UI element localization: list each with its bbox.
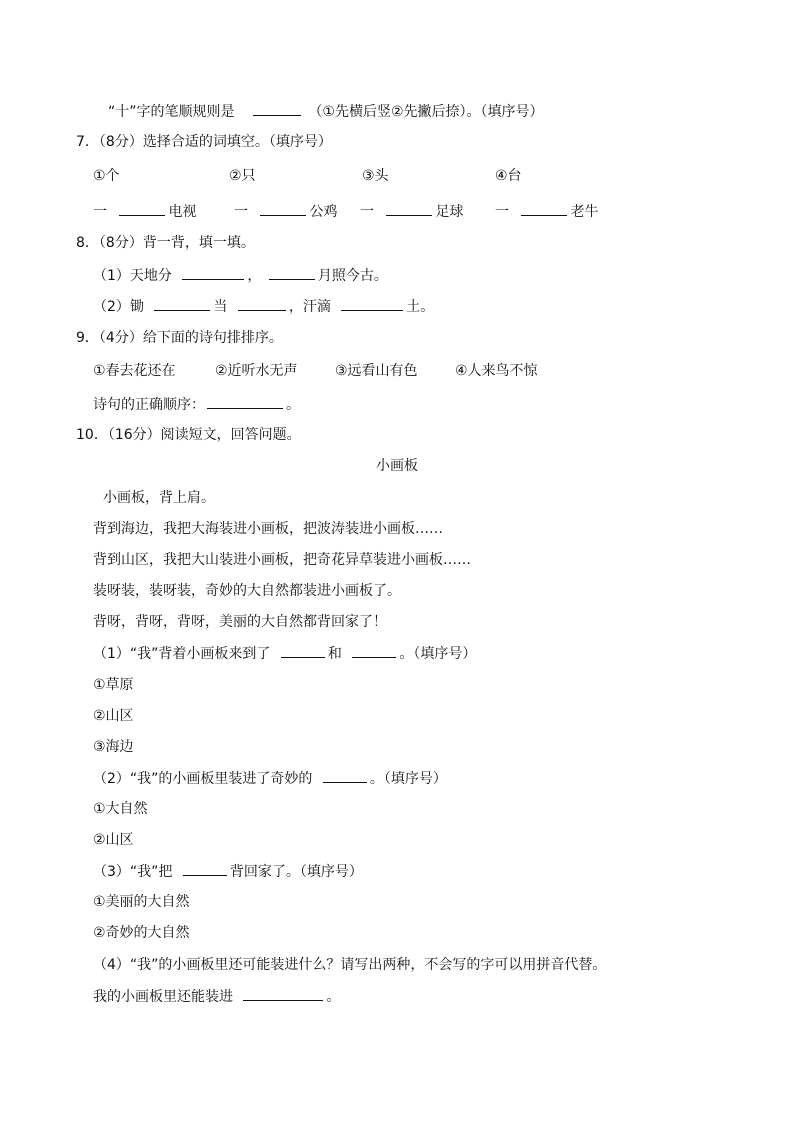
q10-heading: 10．（16分）阅读短文，回答问题。: [76, 427, 301, 443]
q8-l2-c: ，汗滴: [288, 299, 331, 315]
q9-answer-prefix: 诗句的正确顺序：: [93, 397, 205, 413]
q8-l1-blank-2[interactable]: [269, 265, 315, 280]
q10-sub1-blank-1[interactable]: [281, 643, 325, 658]
q9-answer-blank[interactable]: [207, 394, 283, 409]
q10-sub4-answer-prefix: 我的小画板里还能装进: [93, 989, 233, 1005]
q9-option-4: ④人来鸟不惊: [455, 363, 538, 379]
q10-sub3-b: 背回家了。（填序号）: [229, 864, 363, 880]
q8-line-2: [93, 296, 434, 317]
q10-sub1: [93, 643, 476, 664]
q8-l1-blank-1[interactable]: [182, 265, 244, 280]
q10-sub2-option-1: ①大自然: [93, 801, 148, 817]
q10-sub2-option-2: ②山区: [93, 832, 134, 848]
q9-answer-line: [93, 394, 300, 415]
q7-heading: 7．（8分）选择合适的词填空。（填序号）: [76, 134, 332, 150]
q8-l2-blank-3[interactable]: [341, 296, 403, 311]
passage-title: 小画板: [376, 458, 418, 474]
passage-line-4: 装呀装，装呀装，奇妙的大自然都装进小画板了。: [93, 583, 401, 599]
q8-l1-a: （1）天地分: [93, 268, 172, 284]
q9-option-2: ②近听水无声: [215, 363, 298, 379]
q8-l1-c: 月照今古。: [317, 268, 388, 284]
q7-one-3: 一: [360, 204, 374, 220]
q10-sub1-option-2: ②山区: [93, 708, 134, 724]
q10-sub1-blank-2[interactable]: [352, 643, 396, 658]
q7-noun-1: 电视: [168, 204, 197, 220]
q10-sub4: （4）“我”的小画板里还可能装进什么？请写出两种，不会写的字可以用拼音代替。: [93, 957, 607, 973]
q7-blank-3[interactable]: [386, 201, 432, 216]
q8-l1-b: ，: [247, 268, 262, 284]
q10-sub4-answer-line: [93, 986, 340, 1007]
q10-sub2-a: （2）“我”的小画板里装进了奇妙的: [93, 771, 313, 787]
q10-sub4-answer-blank[interactable]: [243, 986, 323, 1001]
q8-l2-blank-2[interactable]: [238, 296, 286, 311]
q8-line-1: [93, 265, 388, 286]
passage-line-2: 背到海边，我把大海装进小画板，把波涛装进小画板……: [93, 521, 443, 537]
q10-sub2-blank[interactable]: [323, 768, 367, 783]
q6-prefix: “十”字的笔顺规则是: [108, 104, 235, 120]
q10-sub3: [93, 861, 363, 882]
q6-suffix: （①先横后竖②先撇后捺）。（填序号）: [308, 104, 544, 120]
q10-sub1-a: （1）“我”背着小画板来到了: [93, 646, 271, 662]
q10-sub2-b: 。（填序号）: [369, 771, 447, 787]
q10-sub1-option-3: ③海边: [93, 739, 134, 755]
q6-line: [108, 101, 544, 122]
q7-one-2: 一: [234, 204, 248, 220]
q7-noun-3: 足球: [435, 204, 464, 220]
q7-option-3: ③头: [362, 168, 389, 184]
q10-sub3-a: （3）“我”把: [93, 864, 173, 880]
q10-sub3-option-2: ②奇妙的大自然: [93, 925, 190, 941]
q10-sub4-answer-suffix: 。: [326, 989, 341, 1005]
q7-item-4: [495, 201, 598, 222]
q7-noun-2: 公鸡: [309, 204, 338, 220]
q7-item-1: [93, 201, 196, 222]
q10-sub1-b: 和: [327, 646, 342, 662]
q7-option-2: ②只: [229, 168, 256, 184]
q7-one-4: 一: [495, 204, 509, 220]
q8-l2-a: （2）锄: [93, 299, 144, 315]
q10-sub3-option-1: ①美丽的大自然: [93, 894, 190, 910]
q10-sub2: [93, 768, 447, 789]
q7-one-1: 一: [93, 204, 107, 220]
q9-option-1: ①春去花还在: [93, 363, 176, 379]
q7-noun-4: 老牛: [570, 204, 599, 220]
q8-heading: 8．（8分）背一背，填一填。: [76, 235, 255, 251]
q10-sub1-option-1: ①草原: [93, 677, 134, 693]
q7-blank-2[interactable]: [260, 201, 306, 216]
q7-option-1: ①个: [93, 168, 120, 184]
q6-blank[interactable]: [253, 101, 301, 116]
passage-line-3: 背到山区，我把大山装进小画板，把奇花异草装进小画板……: [93, 552, 471, 568]
q7-blank-4[interactable]: [521, 201, 567, 216]
q7-item-2: [234, 201, 337, 222]
q7-blank-1[interactable]: [119, 201, 165, 216]
passage-line-1: 小画板，背上肩。: [103, 490, 215, 506]
q9-option-3: ③远看山有色: [335, 363, 418, 379]
q8-l2-blank-1[interactable]: [154, 296, 210, 311]
q7-option-4: ④台: [495, 168, 522, 184]
q7-item-3: [360, 201, 463, 222]
q8-l2-d: 土。: [406, 299, 435, 315]
q8-l2-b: 当: [213, 299, 228, 315]
q9-answer-suffix: 。: [286, 397, 300, 413]
q10-sub1-c: 。（填序号）: [399, 646, 477, 662]
q9-heading: 9．（4分）给下面的诗句排排序。: [76, 330, 283, 346]
q10-sub3-blank[interactable]: [183, 861, 227, 876]
passage-line-5: 背呀，背呀，背呀，美丽的大自然都背回家了！: [93, 614, 387, 630]
